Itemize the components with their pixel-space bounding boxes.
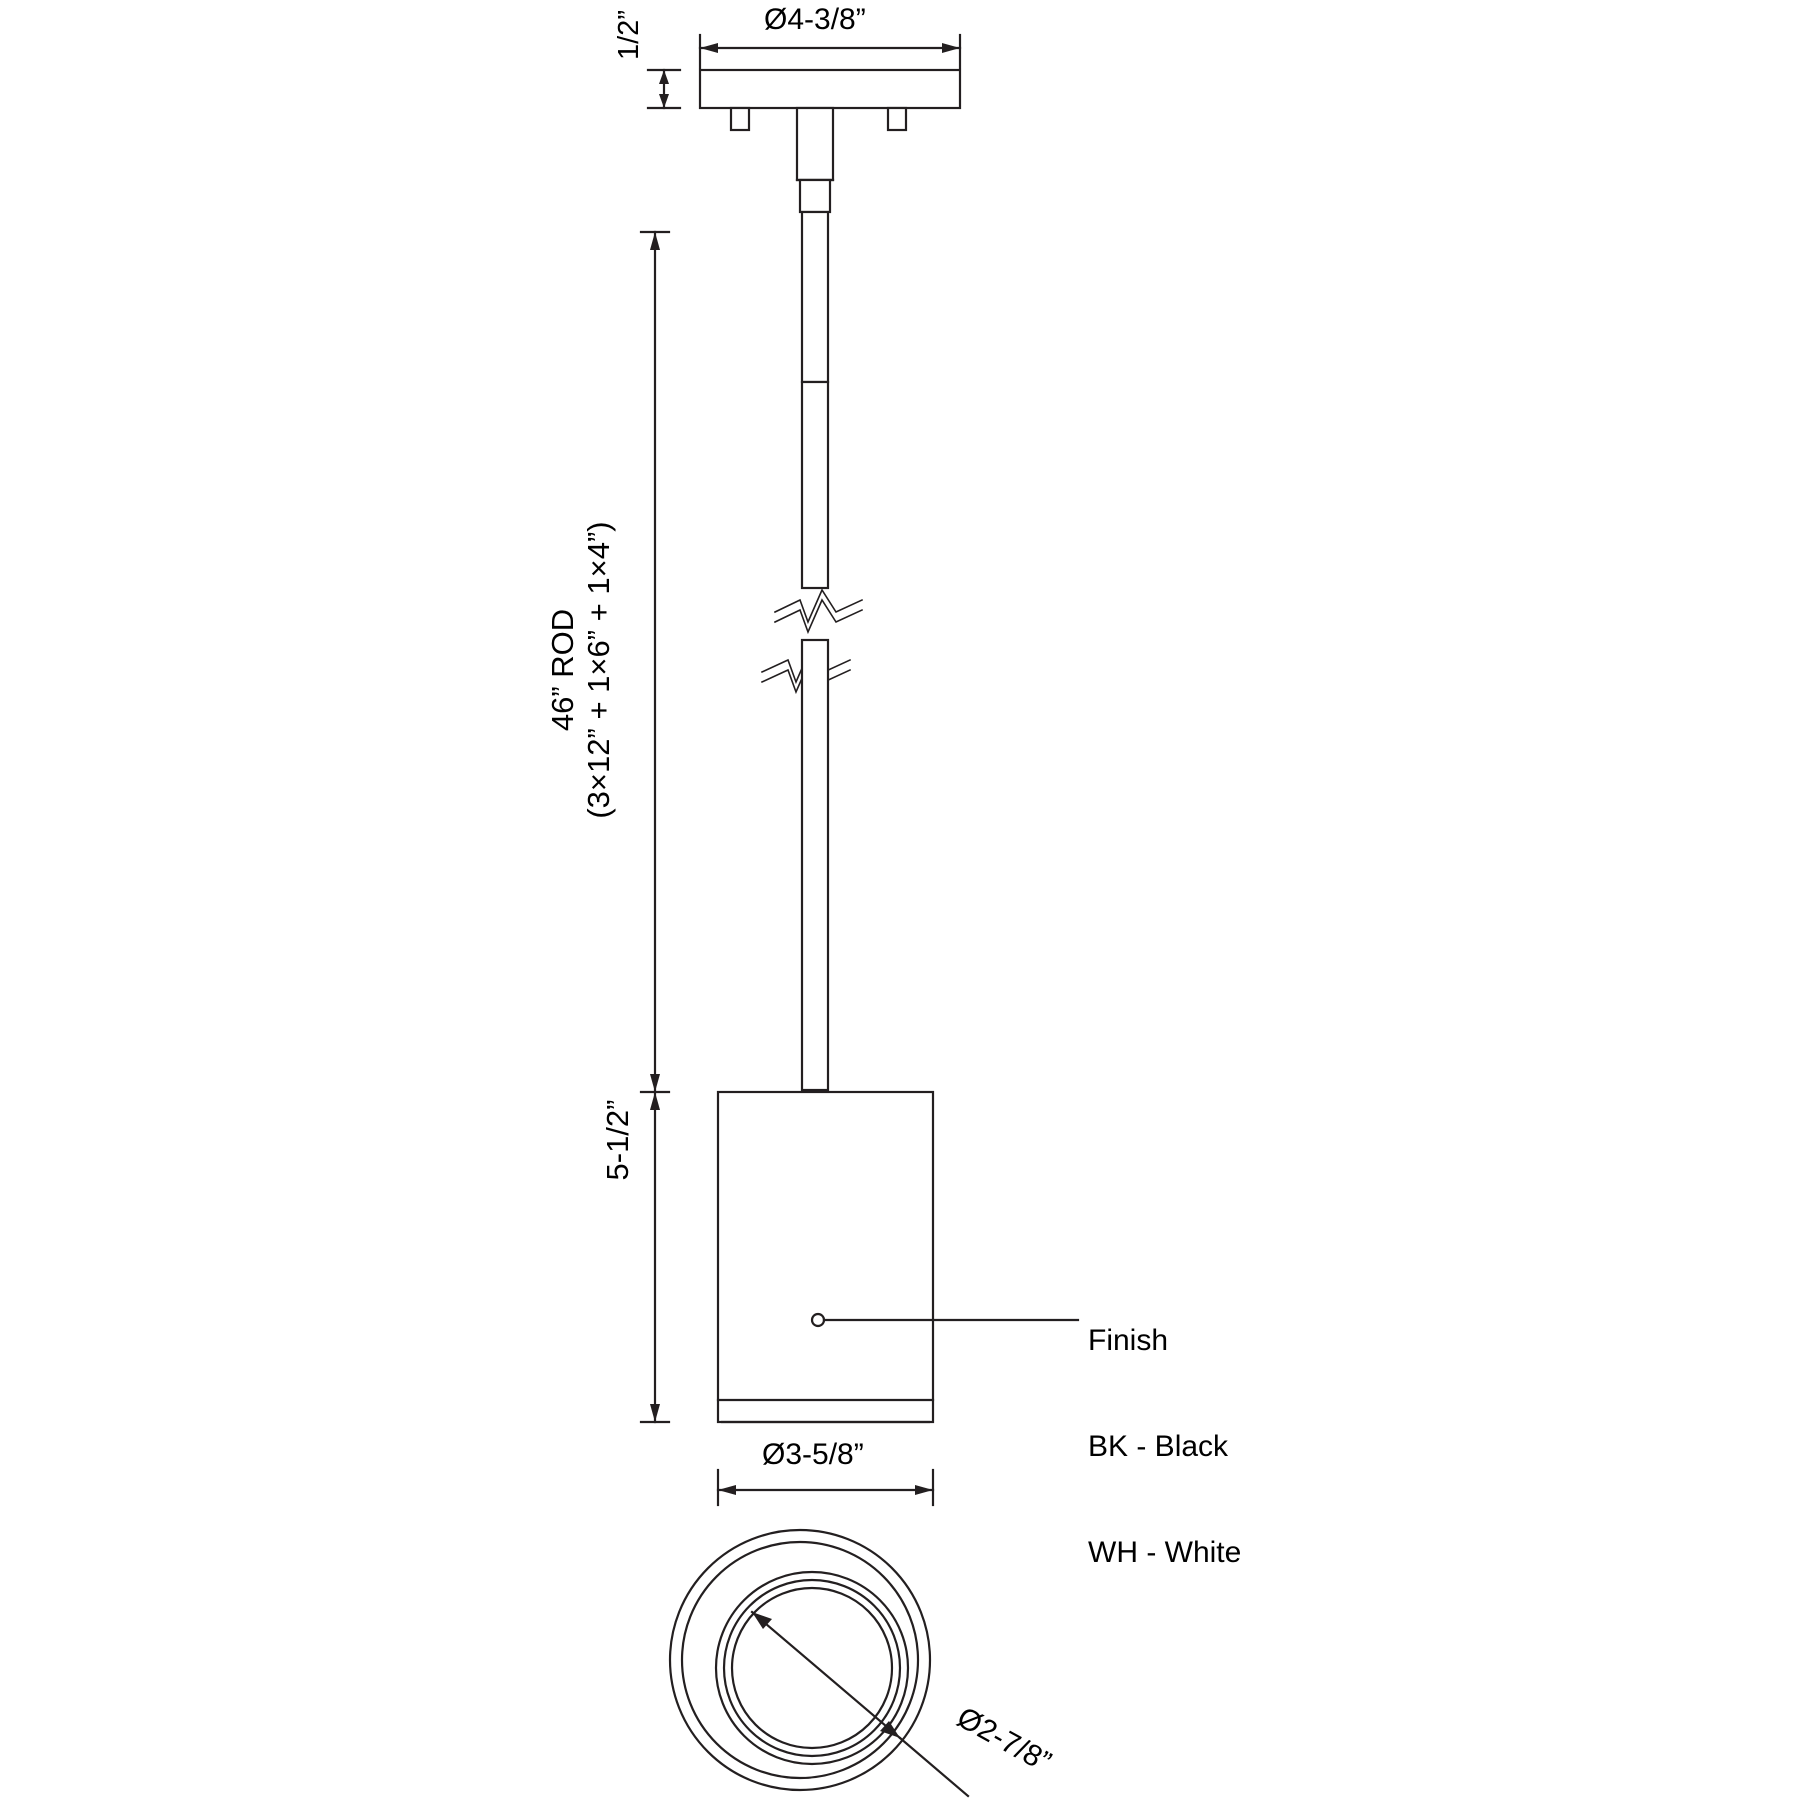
- shade-height-label: 5-1/2”: [600, 1099, 635, 1181]
- top-diameter-label: Ø4-3/8”: [764, 3, 866, 36]
- finish-option-wh: WH - White: [1088, 1536, 1242, 1570]
- canopy-height-dimension: [648, 70, 680, 108]
- rod-upper-assembly: [797, 108, 833, 588]
- aperture-diameter-label: Ø2-7/8”: [951, 1700, 1057, 1780]
- rod-length-dimension: [641, 232, 669, 1092]
- finish-option-bk: BK - Black: [1088, 1429, 1229, 1463]
- rod-lower: [802, 640, 828, 1090]
- shade-body: [718, 1092, 933, 1422]
- rod-length-label-group: [545, 460, 617, 880]
- top-diameter-dimension: [700, 35, 960, 68]
- shade-diameter-label: Ø3-5/8”: [762, 1438, 864, 1471]
- finish-callout: [1088, 1252, 1241, 1641]
- rod-length-line1: 46” ROD: [545, 608, 580, 732]
- rod-length-line2: (3×12” + 1×6” + 1×4”): [581, 521, 616, 819]
- plan-view: [670, 1530, 930, 1790]
- break-symbol-upper: [775, 590, 862, 632]
- shade-height-dimension: [641, 1092, 669, 1422]
- canopy-height-label: 1/2”: [613, 10, 645, 60]
- finish-title: Finish: [1088, 1323, 1169, 1357]
- shade-diameter-dimension: [718, 1470, 933, 1505]
